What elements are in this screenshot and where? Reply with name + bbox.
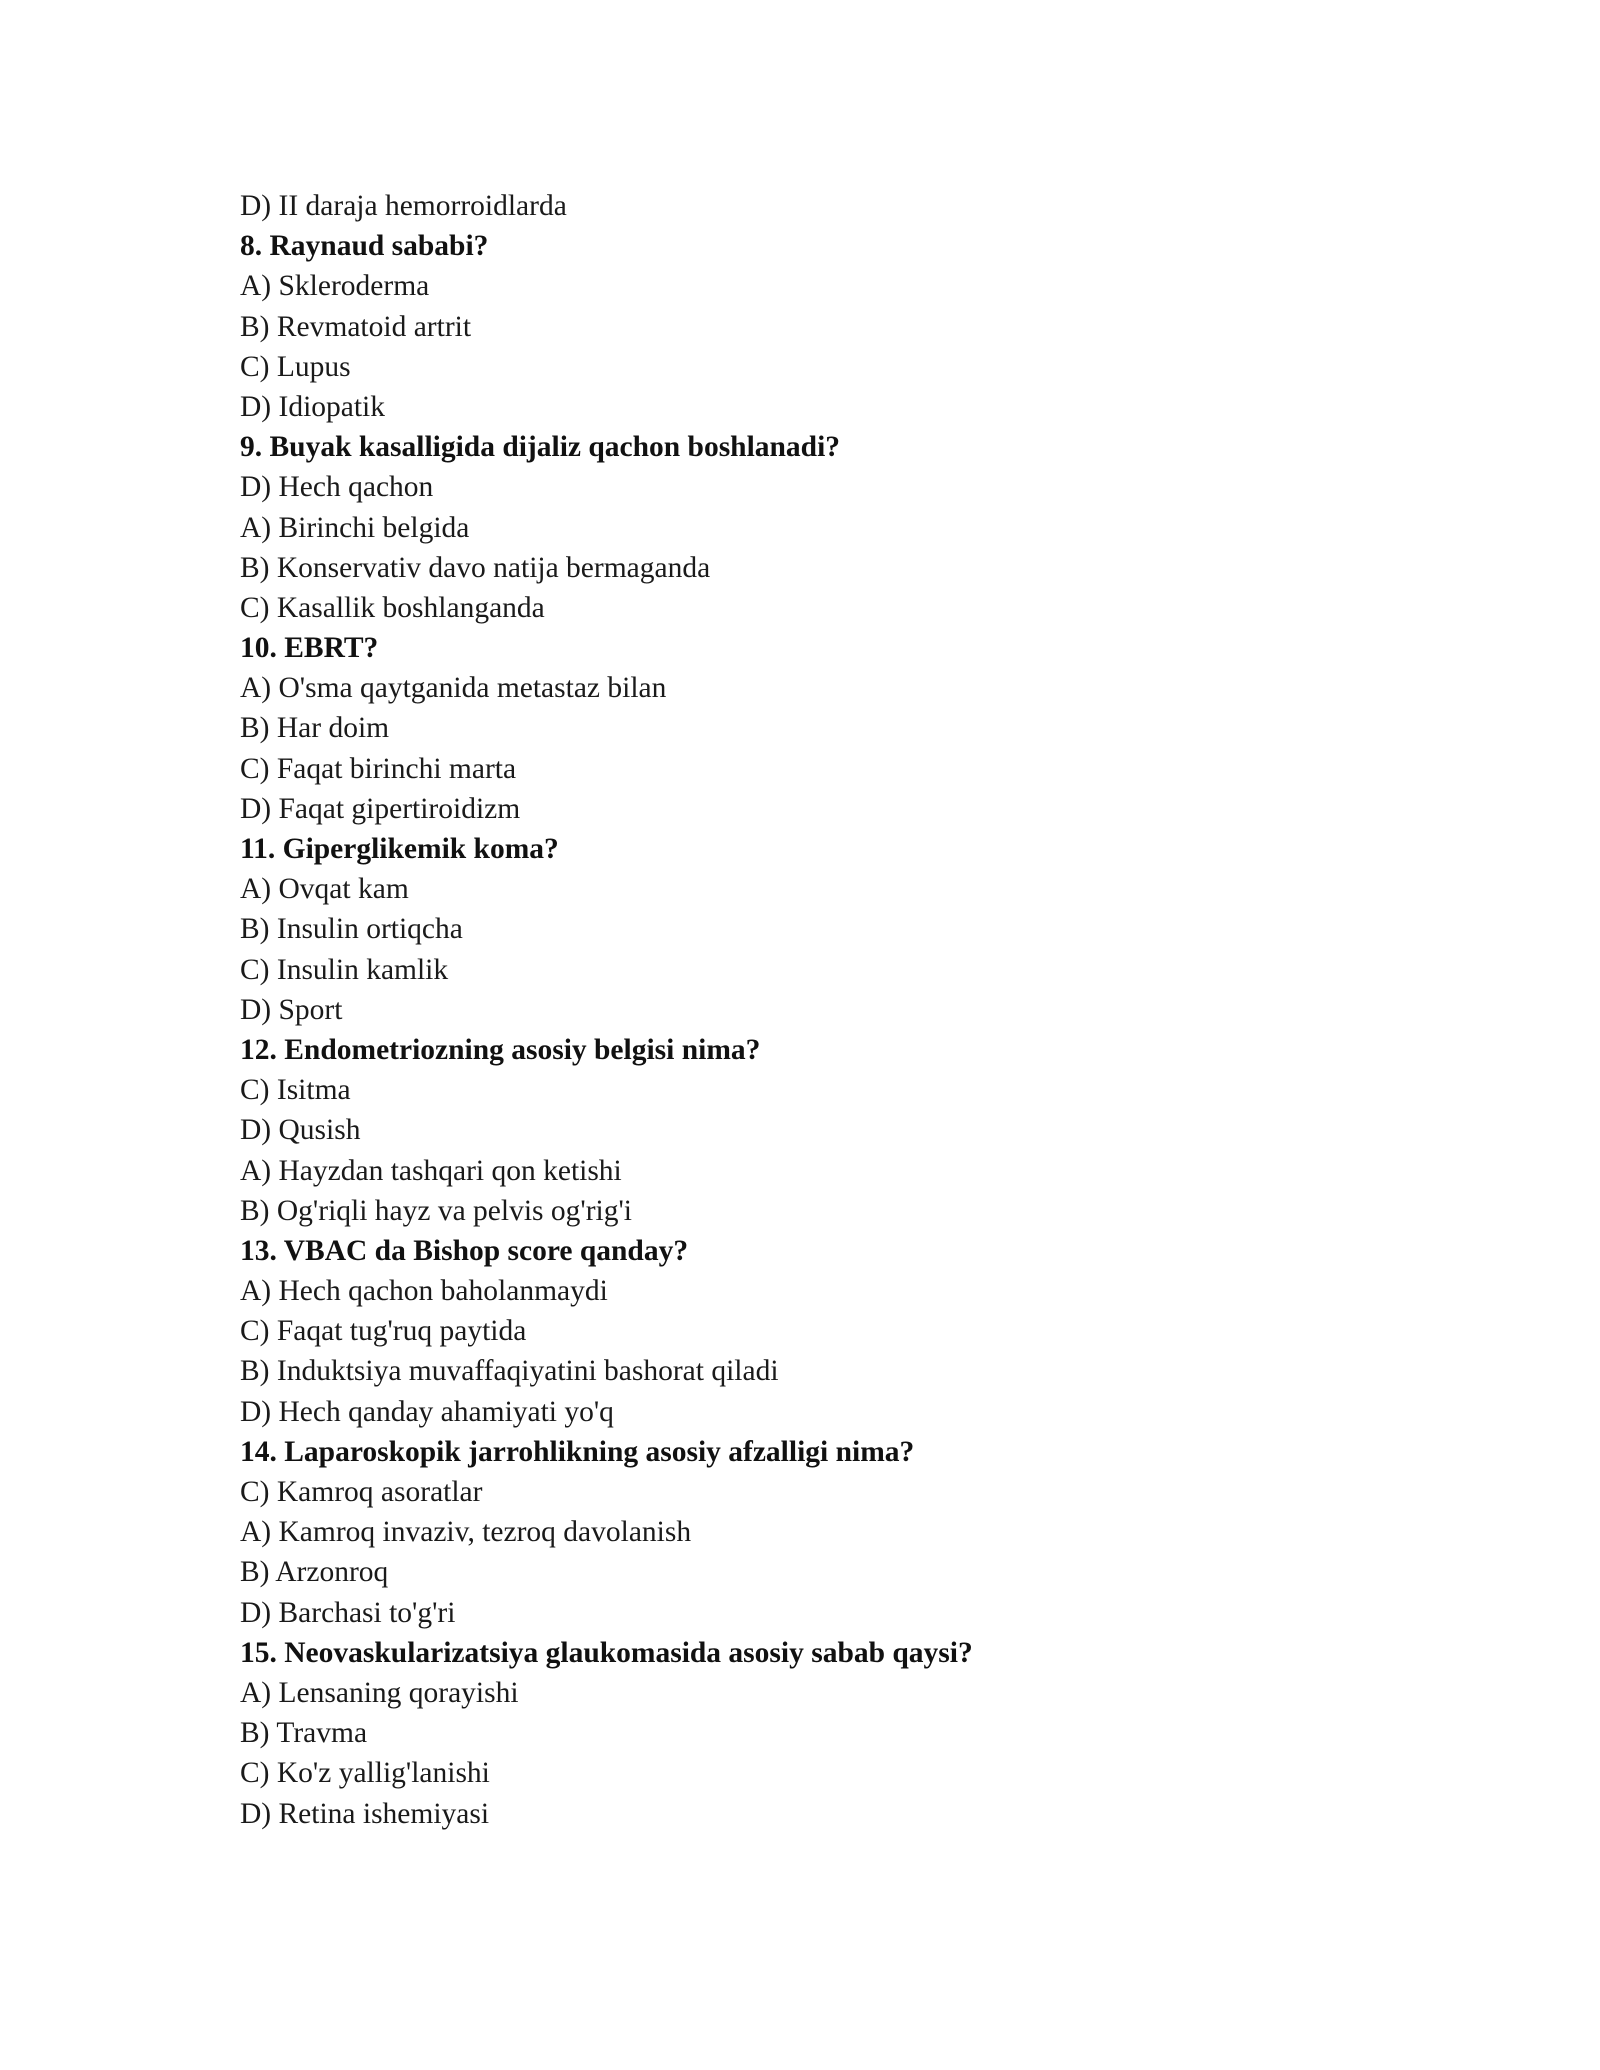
answer-option: B) Induktsiya muvaffaqiyatini bashorat qiladi [240, 1355, 779, 1388]
answer-option: A) Skleroderma [240, 270, 430, 303]
answer-option: D) Hech qachon [240, 471, 434, 504]
answer-option: C) Isitma [240, 1074, 351, 1107]
question-heading: 9. Buyak kasalligida dijaliz qachon boshlanadi? [240, 431, 841, 464]
answer-option: B) Insulin ortiqcha [240, 913, 463, 946]
question-heading: 10. EBRT? [240, 632, 379, 665]
answer-option: B) Og'riqli hayz va pelvis og'rig'i [240, 1194, 632, 1227]
answer-option: A) Birinchi belgida [240, 511, 470, 544]
answer-option: C) Faqat tug'ruq paytida [240, 1315, 527, 1348]
question-heading: 14. Laparoskopik jarrohlikning asosiy afzalligi nima? [240, 1435, 915, 1468]
answer-option: D) II daraja hemorroidlarda [240, 190, 567, 222]
answer-option: A) Ovqat kam [240, 873, 409, 906]
answer-option: C) Ko'z yallig'lanishi [240, 1757, 490, 1790]
question-heading: 8. Raynaud sababi? [240, 230, 489, 263]
question-heading: 12. Endometriozning asosiy belgisi nima? [240, 1033, 761, 1066]
question-heading: 15. Neovaskularizatsiya glaukomasida asosiy sabab qaysi? [240, 1636, 973, 1669]
answer-option: C) Kamroq asoratlar [240, 1476, 483, 1508]
question-list [240, 186, 1390, 1834]
answer-option: D) Faqat gipertiroidizm [240, 792, 521, 825]
answer-option: C) Insulin kamlik [240, 953, 449, 986]
answer-option: B) Travma [240, 1717, 368, 1750]
question-heading: 13. VBAC da Bishop score qanday? [240, 1234, 689, 1267]
answer-option: D) Retina ishemiyasi [240, 1797, 490, 1830]
answer-option: B) Arzonroq [240, 1556, 389, 1589]
answer-option: C) Kasallik boshlanganda [240, 591, 545, 624]
answer-option: A) Kamroq invaziv, tezroq davolanish [240, 1516, 692, 1549]
answer-option: B) Konservativ davo natija bermaganda [240, 551, 711, 584]
answer-option: D) Idiopatik [240, 390, 386, 423]
answer-option: A) Lensaning qorayishi [240, 1676, 519, 1709]
answer-option: C) Lupus [240, 350, 351, 383]
answer-option: A) Hech qachon baholanmaydi [240, 1275, 608, 1308]
answer-option: A) Hayzdan tashqari qon ketishi [240, 1154, 622, 1187]
answer-option: D) Barchasi to'g'ri [240, 1596, 456, 1629]
answer-option: C) Faqat birinchi marta [240, 752, 517, 785]
answer-option: B) Har doim [240, 712, 390, 745]
question-heading: 11. Giperglikemik koma? [240, 833, 559, 865]
answer-option: D) Sport [240, 993, 343, 1026]
answer-option: B) Revmatoid artrit [240, 310, 472, 343]
answer-option: D) Qusish [240, 1114, 361, 1147]
answer-option: D) Hech qanday ahamiyati yo'q [240, 1395, 614, 1428]
answer-option: A) O'sma qaytganida metastaz bilan [240, 672, 667, 705]
